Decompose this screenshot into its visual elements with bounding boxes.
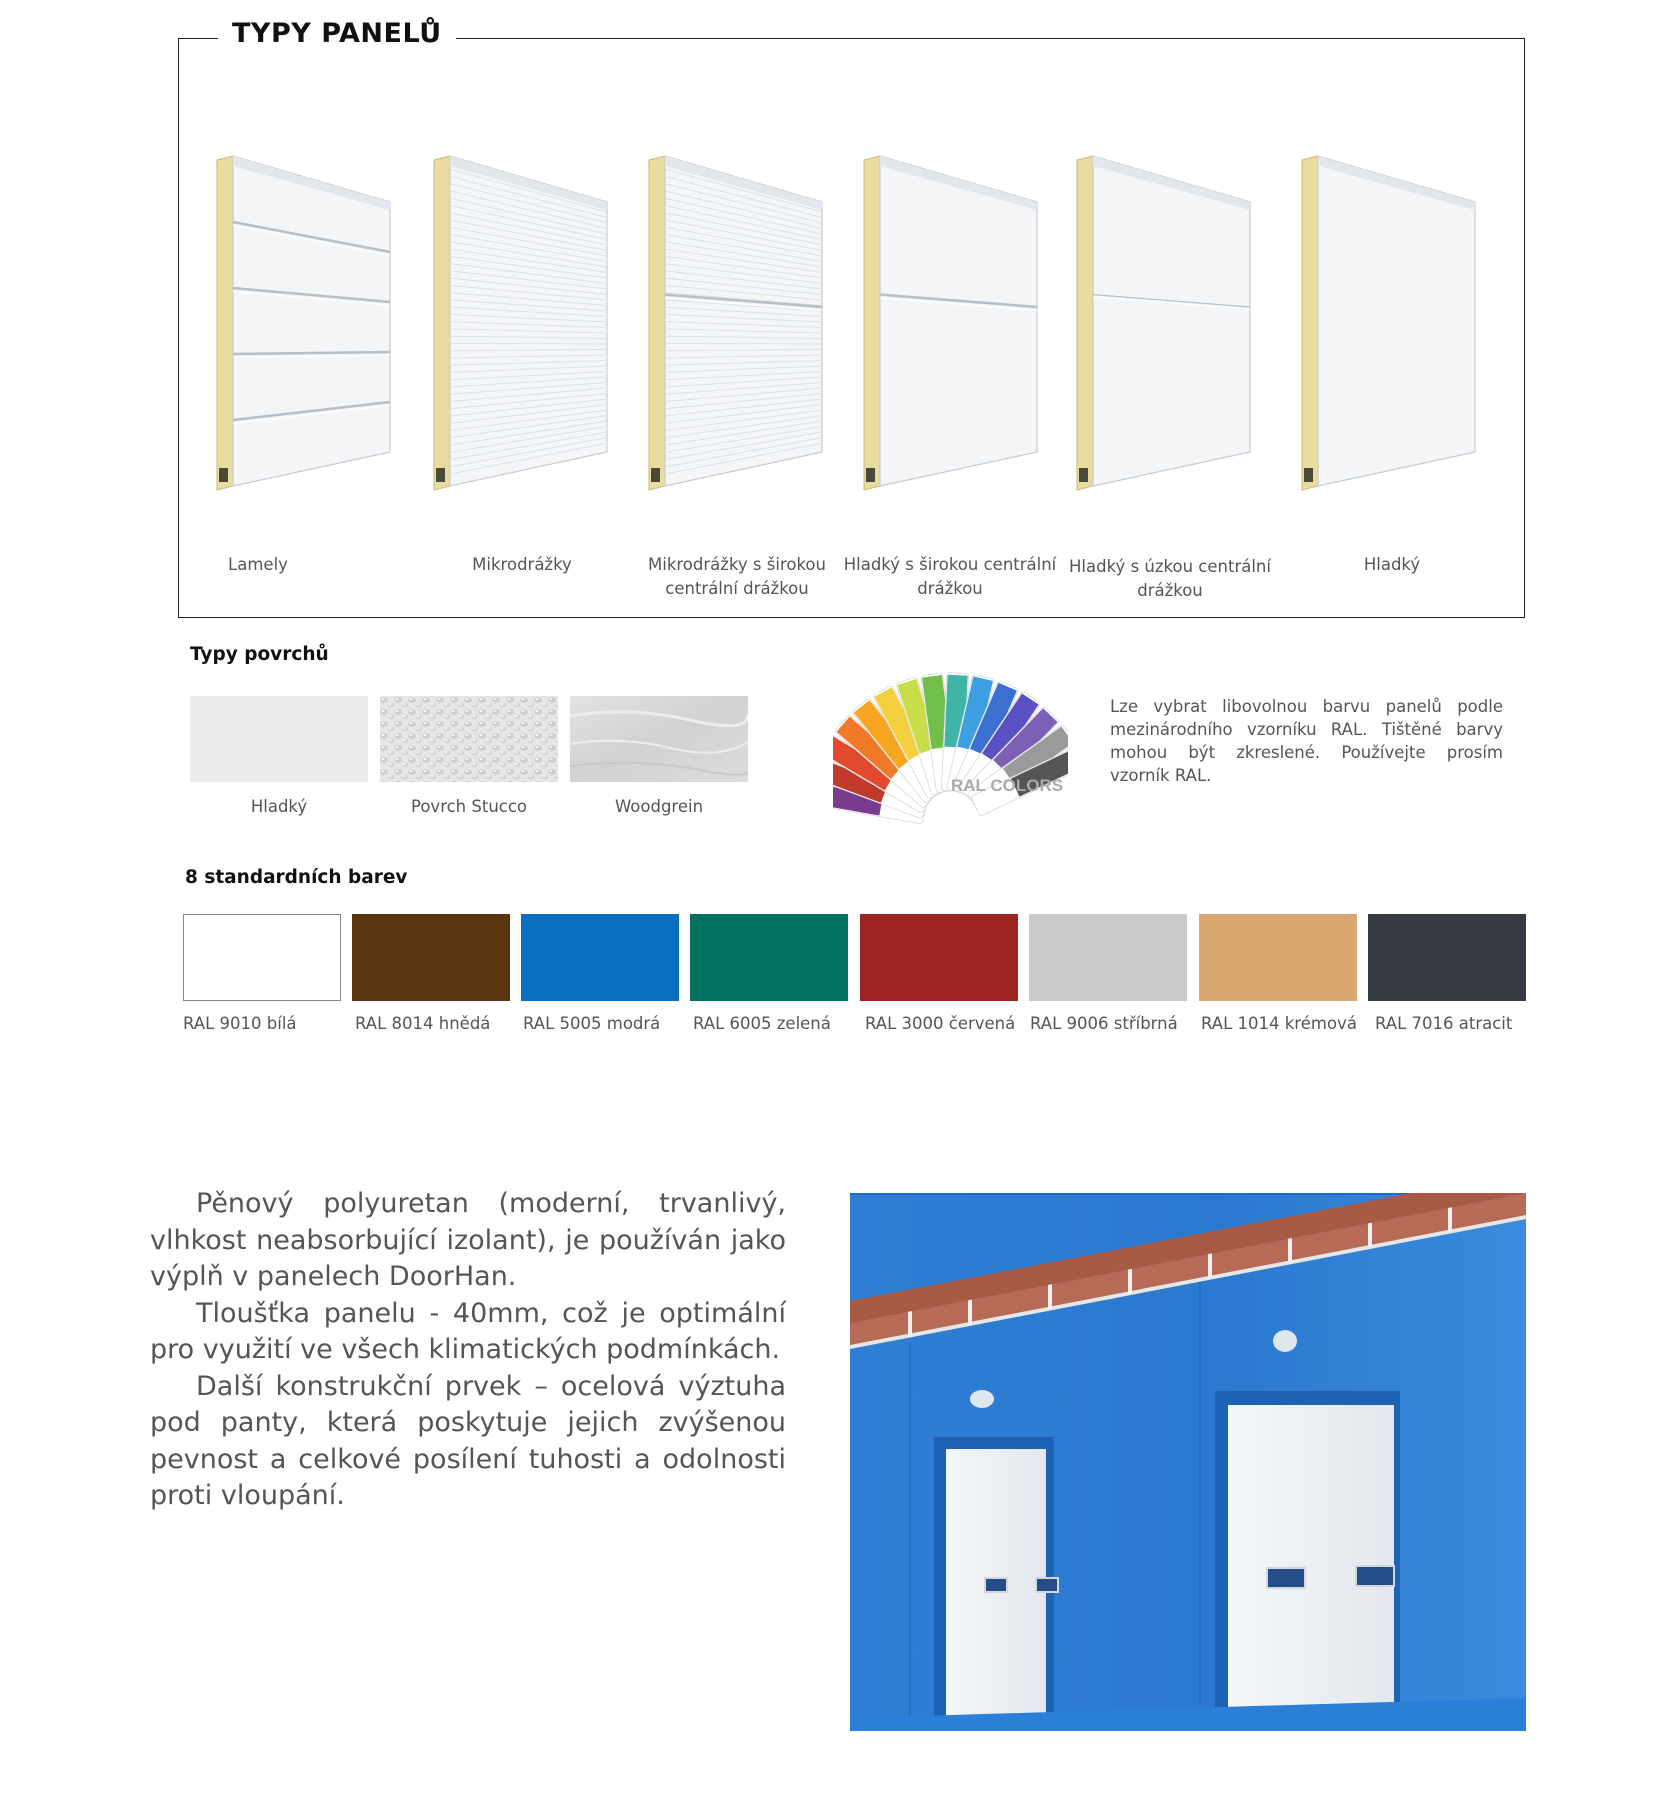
surface-woodgrain-swatch	[570, 696, 748, 782]
body-text	[150, 1186, 786, 1515]
color-label-8: RAL 7016 atracit	[1375, 1014, 1513, 1033]
colors-heading: 8 standardních barev	[185, 867, 408, 888]
panel-image-micro	[432, 150, 612, 495]
color-label-7: RAL 1014 krémová	[1201, 1014, 1357, 1033]
color-swatch-2	[352, 914, 510, 1001]
color-swatch-6	[1029, 914, 1187, 1001]
color-swatch-8	[1368, 914, 1526, 1001]
panel-image-smooth-narrow	[1075, 150, 1255, 495]
panel-label-micro-wide: Mikrodrážky s širokou centrální drážkou	[648, 555, 826, 598]
surface-label-woodgrain: Woodgrein	[614, 797, 704, 816]
body-paragraph-thickness: Tloušťka panelu - 40mm, což je optimální pro využití ve všech klimatických podmínkách.	[150, 1297, 786, 1365]
warehouse-doors-photo	[850, 1193, 1526, 1731]
color-label-4: RAL 6005 zelená	[693, 1014, 831, 1033]
panel-image-smooth-wide	[862, 150, 1042, 495]
panel-image-lamely	[215, 150, 395, 495]
color-swatch-7	[1199, 914, 1357, 1001]
panel-label-micro: Mikrodrážky	[472, 555, 572, 574]
ral-logo-text: RAL COLORS	[951, 776, 1064, 795]
panel-label-lamely: Lamely	[228, 555, 288, 574]
color-label-6: RAL 9006 stříbrná	[1030, 1014, 1178, 1033]
color-label-3: RAL 5005 modrá	[523, 1014, 661, 1033]
ral-note: Lze vybrat libovolnou barvu panelů podle mezinárodního vzorníku RAL. Tištěné barvy mohou být zkreslené. Používejte prosím vzorník RAL.	[1110, 697, 1503, 785]
panel-label-smooth-wide: Hladký s širokou centrální drážkou	[843, 555, 1057, 598]
panel-image-micro-wide	[647, 150, 827, 495]
ral-color-fan	[833, 668, 1068, 828]
surface-label-smooth: Hladký	[250, 797, 308, 816]
panel-image-smooth	[1300, 150, 1480, 495]
color-label-5: RAL 3000 červená	[865, 1014, 1016, 1033]
color-swatch-3	[521, 914, 679, 1001]
surface-smooth-swatch	[190, 696, 368, 782]
color-swatch-5	[860, 914, 1018, 1001]
color-label-1: RAL 9010 bílá	[183, 1014, 297, 1033]
color-swatch-1	[183, 914, 341, 1001]
surfaces-heading: Typy povrchů	[190, 644, 329, 665]
color-swatch-4	[690, 914, 848, 1001]
panel-types-title: TYPY PANELŮ	[218, 18, 456, 49]
surface-label-stucco: Povrch Stucco	[410, 797, 528, 816]
body-paragraph-reinforcement: Další konstrukční prvek – ocelová výztuha pod panty, která poskytuje jejich zvýšenou pevnost a celkové posílení tuhosti a odolnosti proti vloupání.	[150, 1370, 786, 1511]
body-paragraph-foam: Pěnový polyuretan (moderní, trvanlivý, vlhkost neabsorbující izolant), je používán jako výplň v panelech DoorHan.	[150, 1188, 786, 1292]
surface-stucco-swatch	[380, 696, 558, 782]
color-label-2: RAL 8014 hnědá	[355, 1014, 491, 1033]
panel-label-smooth: Hladký	[1363, 555, 1421, 574]
panel-label-smooth-narrow: Hladký s úzkou centrální drážkou	[1069, 557, 1271, 600]
